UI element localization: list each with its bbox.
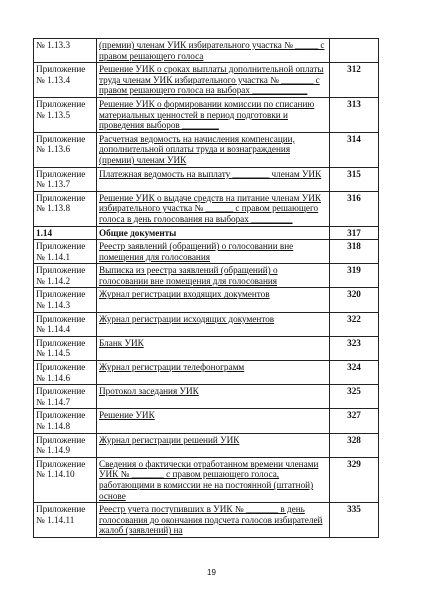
table-row xyxy=(34,264,379,288)
page-cell: 317 xyxy=(330,226,379,240)
page-cell: 322 xyxy=(330,312,379,336)
title-link[interactable]: Общие документы xyxy=(99,227,177,238)
title-link[interactable]: (премии) членам УИК избирательного участка № _____ с правом решающего голоса xyxy=(99,40,325,61)
title-cell xyxy=(97,336,330,360)
appendix-ref-cell: Приложение № 1.14.9 xyxy=(34,433,97,457)
title-link[interactable]: Расчетная ведомость на начисления компенсации, дополнительной оплаты труда и вознаграждения (премии) членам УИК xyxy=(99,133,295,165)
appendix-ref-cell: Приложение № 1.13.4 xyxy=(34,63,97,98)
title-cell xyxy=(97,288,330,312)
title-cell xyxy=(97,457,330,502)
contents-table-body xyxy=(34,39,379,538)
page-cell: 313 xyxy=(330,97,379,132)
title-link[interactable]: Решение УИК о выдаче средств на питание членам УИК избирательного участка № ______ с правом решающего голоса в день голосования на выборах _________ xyxy=(99,192,321,224)
table-row xyxy=(34,167,379,191)
title-link[interactable]: Решение УИК xyxy=(99,410,155,421)
appendix-ref-cell: Приложение № 1.14.1 xyxy=(34,240,97,264)
appendix-ref-cell: Приложение № 1.14.10 xyxy=(34,457,97,502)
appendix-ref-cell: 1.14 xyxy=(34,226,97,240)
title-link[interactable]: Решение УИК о сроках выплаты дополнительной оплаты труда членам УИК избирательного участка № _______ с правом решающего голоса на выборах ____________ xyxy=(99,64,324,96)
title-link[interactable]: Журнал регистрации решений УИК xyxy=(99,434,240,445)
appendix-ref-cell: Приложение № 1.13.6 xyxy=(34,132,97,167)
appendix-ref-cell: № 1.13.3 xyxy=(34,39,97,63)
page-cell: 325 xyxy=(330,385,379,409)
title-cell xyxy=(97,97,330,132)
page-cell: 316 xyxy=(330,191,379,226)
page-cell: 320 xyxy=(330,288,379,312)
appendix-ref-cell: Приложение № 1.13.8 xyxy=(34,191,97,226)
title-cell xyxy=(97,409,330,433)
title-cell xyxy=(97,167,330,191)
title-link[interactable]: Выписка из реестра заявлений (обращений) о голосовании вне помещения для голосования xyxy=(99,265,278,286)
table-row xyxy=(34,503,379,538)
appendix-ref-cell: Приложение № 1.14.11 xyxy=(34,503,97,538)
table-row xyxy=(34,457,379,502)
title-link[interactable]: Журнал регистрации телефонограмм xyxy=(99,362,245,373)
title-cell xyxy=(97,312,330,336)
title-cell xyxy=(97,361,330,385)
title-link[interactable]: Сведения о фактически отработанном времени членами УИК № _______ с правом решающего голоса, работающими в комиссии не на постоянной (штатной) основе xyxy=(99,458,319,501)
table-row xyxy=(34,409,379,433)
table-row xyxy=(34,63,379,98)
title-link[interactable]: Реестр заявлений (обращений) о голосовании вне помещения для голосования xyxy=(99,241,294,262)
title-cell xyxy=(97,191,330,226)
title-link[interactable]: Решение УИК о формировании комиссии по списанию материальных ценностей в период подготовки и проведения выборов ________ xyxy=(99,98,315,131)
appendix-ref-cell: Приложение № 1.14.3 xyxy=(34,288,97,312)
table-row xyxy=(34,240,379,264)
title-link[interactable]: Журнал регистрации входящих документов xyxy=(99,289,270,300)
appendix-ref-cell: Приложение № 1.14.7 xyxy=(34,385,97,409)
table-row xyxy=(34,336,379,360)
table-row xyxy=(34,361,379,385)
page-cell xyxy=(330,39,379,63)
appendix-ref-cell: Приложение № 1.14.2 xyxy=(34,264,97,288)
table-row xyxy=(34,39,379,63)
appendix-ref-cell: Приложение № 1.14.4 xyxy=(34,312,97,336)
title-link[interactable]: Журнал регистрации исходящих документов xyxy=(99,313,275,324)
page-cell: 314 xyxy=(330,132,379,167)
title-cell xyxy=(97,433,330,457)
page-cell: 324 xyxy=(330,361,379,385)
table-row xyxy=(34,132,379,167)
page-cell: 319 xyxy=(330,264,379,288)
title-cell xyxy=(97,385,330,409)
page-cell: 323 xyxy=(330,336,379,360)
table-row xyxy=(34,312,379,336)
section-row xyxy=(34,226,379,240)
title-cell xyxy=(97,240,330,264)
appendix-ref-cell: Приложение № 1.13.7 xyxy=(34,167,97,191)
table-row xyxy=(34,191,379,226)
page-cell: 312 xyxy=(330,63,379,98)
page-cell: 315 xyxy=(330,167,379,191)
appendix-ref-cell: Приложение № 1.13.5 xyxy=(34,97,97,132)
table-row xyxy=(34,288,379,312)
title-cell xyxy=(97,132,330,167)
table-row xyxy=(34,97,379,132)
page-cell: 327 xyxy=(330,409,379,433)
page-cell: 318 xyxy=(330,240,379,264)
page-cell: 328 xyxy=(330,433,379,457)
appendix-ref-cell: Приложение № 1.14.8 xyxy=(34,409,97,433)
page-number: 19 xyxy=(207,568,216,577)
appendix-ref-cell: Приложение № 1.14.5 xyxy=(34,336,97,360)
title-cell xyxy=(97,264,330,288)
table-row xyxy=(34,385,379,409)
title-cell xyxy=(97,226,330,240)
title-link[interactable]: Платежная ведомость на выплату ________ членам УИК xyxy=(99,168,322,179)
page-cell: 335 xyxy=(330,503,379,538)
page-cell: 329 xyxy=(330,457,379,502)
contents-table xyxy=(33,38,379,538)
title-cell xyxy=(97,39,330,63)
title-link[interactable]: Бланк УИК xyxy=(99,337,144,348)
title-link[interactable]: Реестр учета поступивших в УИК № _______ в день голосования до окончания подсчета голосов избирателей жалоб (заявлений) на xyxy=(99,504,323,536)
table-row xyxy=(34,433,379,457)
appendix-ref-cell: Приложение № 1.14.6 xyxy=(34,361,97,385)
title-cell xyxy=(97,63,330,98)
title-cell xyxy=(97,503,330,538)
title-link[interactable]: Протокол заседания УИК xyxy=(99,386,199,397)
